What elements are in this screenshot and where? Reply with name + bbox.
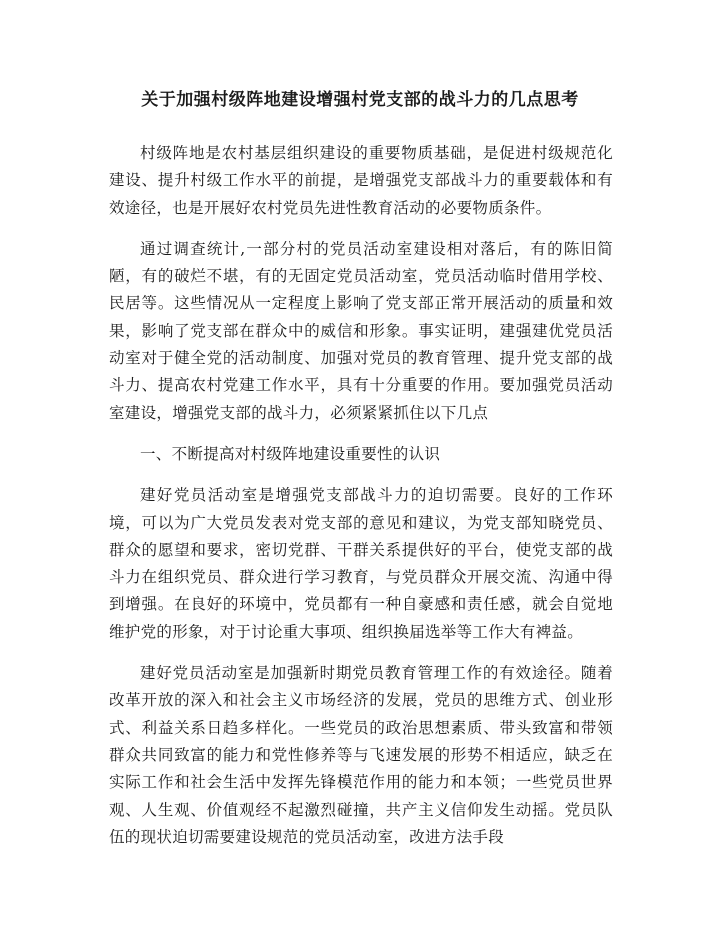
document-title: 关于加强村级阵地建设增强村党支部的战斗力的几点思考 xyxy=(141,90,579,110)
paragraph-intro: 村级阵地是农村基层组织建设的重要物质基础，是促进村级规范化建设、提升村级工作水平的前提，是增强党支部战斗力的重要载体和有效途径，也是开展好农村党员先进性教育活动的必要物质条件。 xyxy=(109,144,613,217)
paragraph-survey: 通过调查统计,一部分村的党员活动室建设相对落后，有的陈旧简陋，有的破烂不堪，有的无固定党员活动室，党员活动临时借用学校、民居等。这些情况从一定程度上影响了党支部正常开展活动的质量和效果，影响了党支部在群众中的威信和形象。事实证明，建强建优党员活动室对于健全党的活动制度、加强对党员的教育管理、提升党支部的战斗力、提高农村党建工作水平，具有十分重要的作用。要加强党员活动室建设，增强党支部的战斗力，必须紧紧抓住以下几点 xyxy=(109,239,613,422)
paragraph-section-2: 建好党员活动室是加强新时期党员教育管理工作的有效途径。随着改革开放的深入和社会主义市场经济的发展，党员的思维方式、创业形式、利益关系日趋多样化。一些党员的政治思想素质、带头致富和带领群众共同致富的能力和党性修养等与飞速发展的形势不相适应，缺乏在实际工作和社会生活中发挥先锋模范作用的能力和本领；一些党员世界观、人生观、价值观经不起激烈碰撞，共产主义信仰发生动摇。党员队伍的现状迫切需要建设规范的党员活动室，改进方法手段 xyxy=(109,664,613,846)
section-heading: 一、不断提高对村级阵地建设重要性的认识 xyxy=(140,444,441,463)
document-body xyxy=(109,140,613,851)
paragraph-section-1: 建好党员活动室是增强党支部战斗力的迫切需要。良好的工作环境，可以为广大党员发表对党支部的意见和建议，为党支部知晓党员、群众的愿望和要求，密切党群、干群关系提供好的平台，使党支部的战斗力在组织党员、群众进行学习教育，与党员群众开展交流、沟通中得到增强。在良好的环境中，党员都有一种自豪感和责任感，就会自觉地维护党的形象，对于讨论重大事项、组织换届选举等工作大有裨益。 xyxy=(109,486,613,641)
